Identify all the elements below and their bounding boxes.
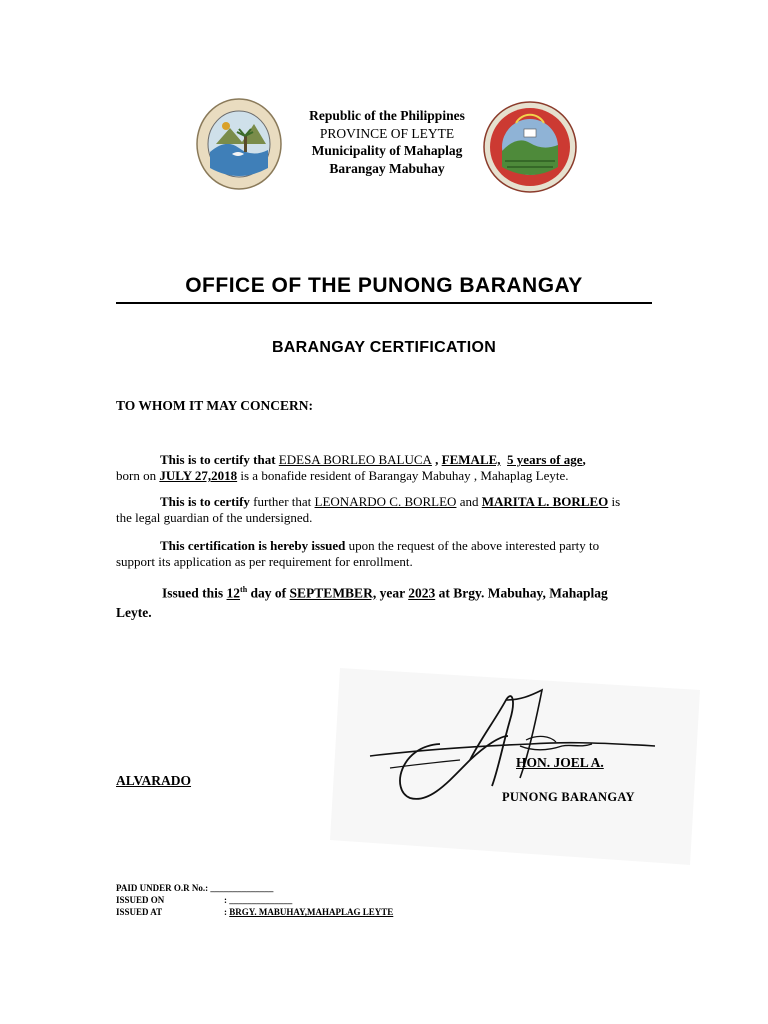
p2-mid: further that: [249, 494, 315, 509]
p4-day-label: day of: [247, 585, 290, 601]
paragraph-issued: [116, 580, 636, 622]
footer-issued-on-value: : ______________: [224, 895, 293, 905]
title-divider: [116, 302, 652, 304]
header-barangay: Barangay Mabuhay: [329, 160, 445, 176]
footer-issued-at: ISSUED AT : BRGY. MABUHAY,MAHAPLAG LEYTE: [116, 907, 394, 917]
p4-month: SEPTEMBER,: [289, 585, 377, 601]
p1-birthdate: JULY 27,2018: [159, 468, 238, 483]
signatory-position: PUNONG BARANGAY: [502, 790, 635, 804]
office-title: OFFICE OF THE PUNONG BARANGAY: [185, 274, 583, 297]
certificate-title: BARANGAY CERTIFICATION: [271, 339, 497, 356]
p1-resident-name: EDESA BORLEO BALUCA: [278, 452, 432, 467]
paragraph-guardians: [116, 494, 636, 526]
footer-paid-value: ______________: [208, 883, 274, 893]
p3-lead: This certification is hereby issued: [160, 538, 346, 553]
municipality-seal-icon: [483, 101, 577, 193]
p2-and: and: [456, 494, 482, 509]
p1-sex: FEMALE,: [441, 452, 501, 467]
p4-year: 2023: [408, 585, 436, 601]
signatory-name-line1: HON. JOEL A.: [516, 755, 604, 770]
salutation: TO WHOM IT MAY CONCERN:: [116, 398, 314, 413]
p1-sep: ,: [431, 452, 442, 467]
footer-paid: [116, 882, 273, 894]
p1-lead: This is to certify that: [160, 452, 276, 467]
signatory-name-line2: ALVARADO: [116, 773, 192, 788]
footer-issued-on: [116, 894, 292, 906]
header-province: PROVINCE OF LEYTE: [319, 125, 455, 141]
p4-day: 12: [226, 585, 241, 601]
p4-year-label: year: [376, 585, 409, 601]
footer-issued-at-value: BRGY. MABUHAY,MAHAPLAG LEYTE: [229, 907, 394, 917]
paragraph-purpose: [116, 538, 636, 570]
p1-age: 5 years of age: [507, 452, 583, 467]
p2-lead: This is to certify: [160, 494, 250, 509]
p4-rest: at Brgy. Mabuhay, Mahaplag Leyte.: [116, 585, 608, 620]
barangay-seal-icon: [196, 98, 282, 190]
paragraph-certify-resident: [116, 452, 636, 484]
p1-comma: ,: [582, 452, 586, 467]
p2-guardian2: MARITA L. BORLEO: [481, 494, 609, 509]
footer-issued-at-label: ISSUED AT: [116, 907, 163, 917]
p4-lead: Issued this: [162, 585, 227, 601]
p4-day-suffix: th: [240, 585, 248, 594]
header-republic: Republic of the Philippines: [309, 108, 465, 123]
header-municipality: Municipality of Mahaplag: [311, 143, 463, 158]
footer-paid-label: PAID UNDER O.R No.:: [116, 883, 209, 893]
p2-guardian1: LEONARDO C. BORLEO: [314, 494, 457, 509]
p1-born-label: born on: [116, 468, 157, 483]
p1-rest: is a bonafide resident of Barangay Mabuhay , Mahaplag Leyte.: [237, 468, 569, 483]
p2-rest: is the legal guardian of the undersigned.: [116, 494, 621, 525]
letterhead: [292, 107, 482, 177]
p3-rest: upon the request of the above interested party to support its application as per requirement for enrollment.: [116, 538, 600, 569]
footer-issued-on-label: ISSUED ON: [116, 895, 165, 905]
